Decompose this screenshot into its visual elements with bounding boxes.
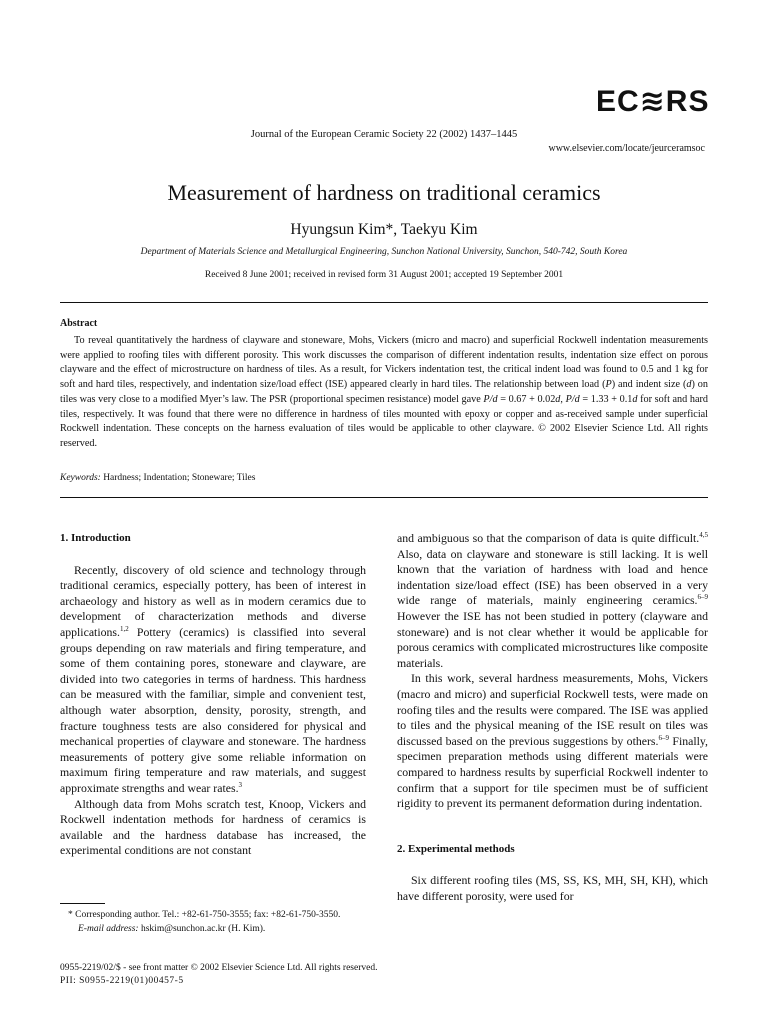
abstract-body: To reveal quantitatively the hardness of clayware and stoneware, Mohs, Vickers (micro and macro) and superficial Rockwell indentation measurements were applied to roofing tiles with different porosity. This work discusses the comparison of different indentation results, indentation size effect on porous clayware and the effect of microstructure on hardness of tiles. As a result, for Vickers indentation test, the critical indent load was found to 0.5 and 1 kg for soft and hard tiles, respectively, and indentation size/load effect (ISE) appeared clearly in hard tiles. The relationship between load (P) and indent size (d) on tiles was very close to a modified Myer’s law. The PSR (proportional specimen resistance) model gave P/d = 0.67 + 0.02d, P/d = 1.33 + 0.1d for soft and hard tiles, respectively. It was found that there were no difference in hardness of tiles mounted with epoxy or copper and as-received sample under superficial Rockwell indentation. These concepts on the harness evaluation of tiles would be applicable to other clayware. © 2002 Elsevier Science Ltd. All rights reserved. xyxy=(60,335,708,449)
citation-ref[interactable]: 3 xyxy=(238,780,243,789)
keywords-line: Keywords: Hardness; Indentation; Stoneware; Tiles xyxy=(60,473,256,483)
citation-ref[interactable]: 4,5 xyxy=(699,531,708,540)
abstract-divider xyxy=(60,497,708,498)
footnote xyxy=(60,909,366,936)
pii-line: PII: S0955-2219(01)00457-5 xyxy=(60,976,184,986)
article-authors: Hyungsun Kim*, Taekyu Kim xyxy=(290,221,478,238)
intro-paragraph-4: In this work, several hardness measurements, Mohs, Vickers (macro and micro) and superficial Rockwell tests, were made on roofing tiles and the results were compared. The ISE was applied to tiles and the physical meaning of the ISE result on tiles was discussed based on the previous suggestions by others.$^{6-9}$ Finally, specimen preparation methods using different materials were compared to hardness results by superficial Rockwell indenter to confirm that a support for tile specimen must be of sufficient rigidity to prevent its permanent deformation during indentation. xyxy=(397,671,708,811)
bottom-metadata xyxy=(60,962,377,988)
intro-paragraph-2: Although data from Mohs scratch test, Knoop, Vickers and Rockwell indentation methods for hardness of ceramics is available and the hardness database has increased, the experimental conditions are not constant xyxy=(60,796,366,858)
email-link[interactable]: hskim@sunchon.ac.kr (H. Kim). xyxy=(138,923,266,934)
left-column xyxy=(60,531,366,859)
article-dates: Received 8 June 2001; received in revised form 31 August 2001; accepted 19 September 2001 xyxy=(204,270,564,280)
journal-citation: Journal of the European Ceramic Society 22 (2002) 1437–1445 xyxy=(250,129,518,140)
top-divider xyxy=(60,302,708,303)
corresponding-author-note: * Corresponding author. Tel.: +82-61-750-3555; fax: +82-61-750-3550. xyxy=(68,910,341,920)
section-heading-experimental: 2. Experimental methods xyxy=(397,842,515,855)
author-affiliation: Department of Materials Science and Metallurgical Engineering, Sunchon National University, Sunchon, 540-742, South Korea xyxy=(140,247,628,257)
journal-website-link[interactable]: www.elsevier.com/locate/jeurceramsoc xyxy=(548,143,705,154)
footnote-divider xyxy=(60,903,105,904)
intro-paragraph-3: and ambiguous so that the comparison of data is quite difficult.$^{4,5}$ Also, data on clayware and stoneware is still lacking. It is well known that the variation of hardness with load and hence indentation size/load effect (ISE) has been observed in a very wide range of materials, mainly engineering ceramics.$^{6-9}$ However the ISE has not been studied in pottery (clayware and stoneware) and is not clear whether it would be applicable for porous ceramics with complicated microstructures like composite materials. xyxy=(397,531,708,670)
citation-ref[interactable]: 6–9 xyxy=(658,733,669,742)
section-heading-introduction: 1. Introduction xyxy=(60,532,131,544)
issn-line: 0955-2219/02/$ - see front matter © 2002 Elsevier Science Ltd. All rights reserved. xyxy=(60,963,378,973)
citation-ref[interactable]: 1,2 xyxy=(119,625,129,634)
publisher-logo: EC≋RS xyxy=(596,85,710,118)
methods-paragraph-1: Six different roofing tiles (MS, SS, KS, MH, SH, KH), which have different porosity, were used for xyxy=(397,873,708,903)
citation-ref[interactable]: 6–9 xyxy=(697,593,708,602)
abstract-heading: Abstract xyxy=(60,318,98,329)
right-column xyxy=(397,531,708,904)
intro-paragraph-1: Recently, discovery of old science and technology through traditional ceramics, especially pottery, has been of interest in archaeology and history as well as in modern ceramics due to development of characterization methods and diverse applications.$^{1,2}$ Pottery (ceramics) is classified into several groups depending on raw materials and firing temperature, and some of them containing pores, stoneware and clayware, are divided into two categories in terms of hardness. This hardness can be measured with the familiar, simple and convenient test, although water absorption, density, porosity, strength, and fracture toughness tests are also considered for physical and mechanical properties of clayware and stoneware. The hardness measurements of pottery give some reliable information on maximum firing temperature and raw materials, and suggest approximate strengths and wear rates.$^3$ xyxy=(60,562,366,795)
article-title: Measurement of hardness on traditional ceramics xyxy=(167,180,601,205)
email-note: E-mail address: hskim@sunchon.ac.kr (H. Kim). xyxy=(78,923,266,934)
